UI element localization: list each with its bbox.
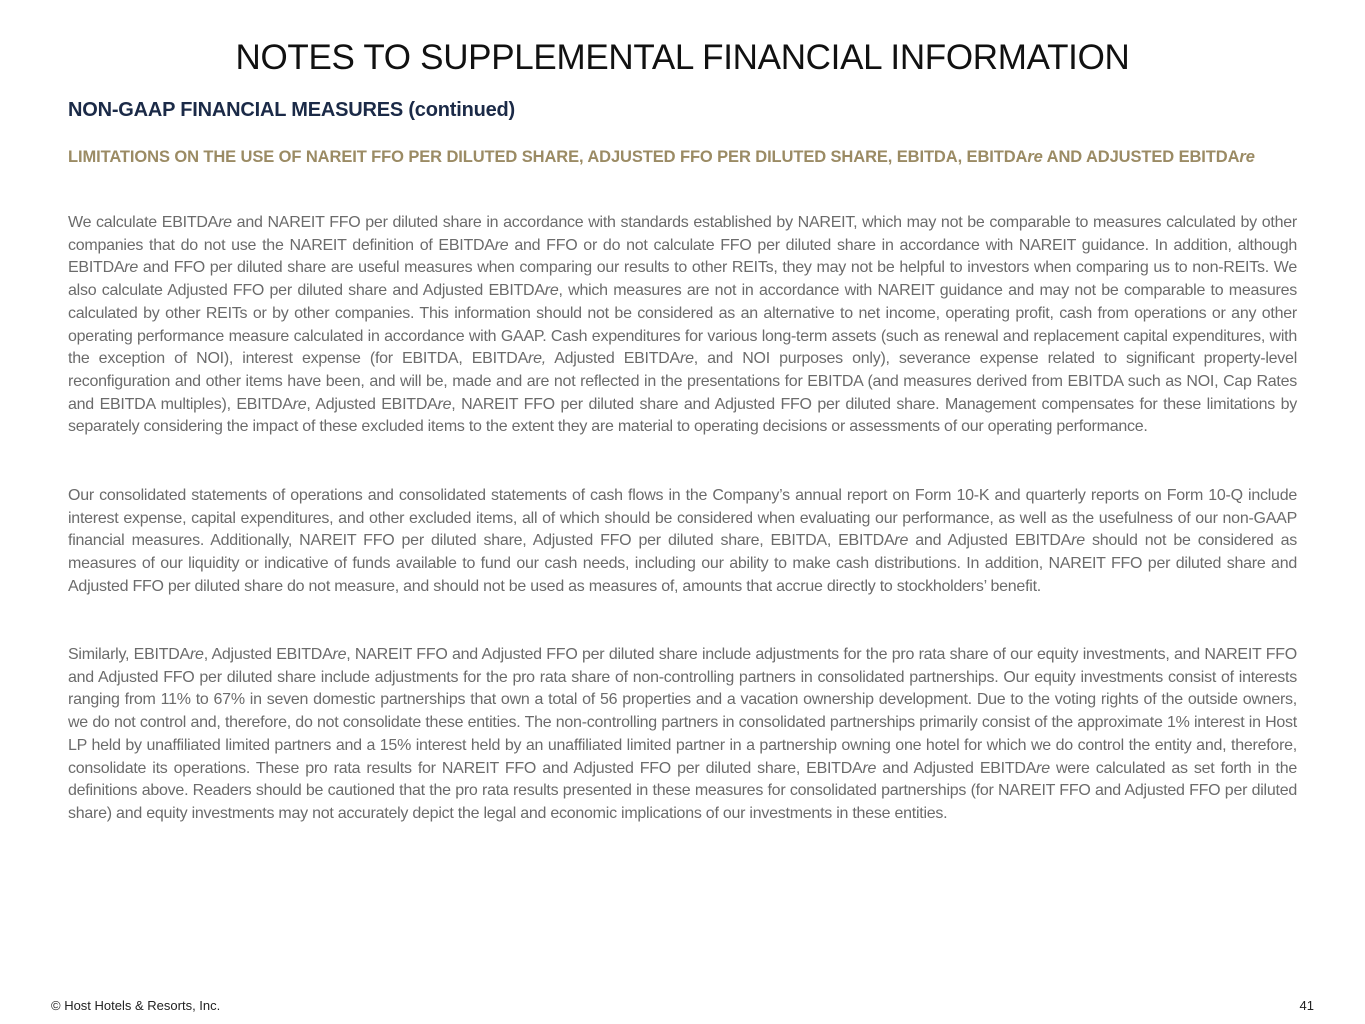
paragraph-consolidated-statements: Our consolidated statements of operations and consolidated statements of cash flows in the Company’s annual report on Form 10-K and quarterly reports on Form 10-Q include interest expense, capital expenditures, and other excluded items, all of which should be considered when evaluating our performance, as well as the usefulness of our non-GAAP financial measures. Additionally, NAREIT FFO per diluted share, Adjusted FFO per diluted share, EBITDA, EBITDAre and Adjusted EBITDAre should not be considered as measures of our liquidity or indicative of funds available to fund our cash needs, including our ability to make cash distributions. In addition, NAREIT FFO per diluted share and Adjusted FFO per diluted share do not measure, and should not be used as measures of, amounts that accrue directly to stockholders’ benefit. [68, 487, 1298, 595]
section-heading: NON-GAAP FINANCIAL MEASURES (continued) [68, 99, 516, 121]
footer-copyright: © Host Hotels & Resorts, Inc. [51, 998, 221, 1013]
paragraph-pro-rata: Similarly, EBITDAre, Adjusted EBITDAre, NAREIT FFO and Adjusted FFO per diluted share include adjustments for the pro rata share of our equity investments, and NAREIT FFO and Adjusted FFO per diluted share include adjustments for the pro rata share of non-controlling partners in consolidated partnerships. Our equity investments consist of interests ranging from 11% to 67% in seven domestic partnerships that own a total of 56 properties and a vacation ownership development. Due to the voting rights of the outside owners, we do not control and, therefore, do not consolidate these entities. The non-controlling partners in consolidated partnerships primarily consist of the approximate 1% interest in Host LP held by unaffiliated limited partners and a 15% interest held by an unaffiliated limited partner in a partnership owning one hotel for which we do control the entity and, therefore, consolidate its operations. These pro rata results for NAREIT FFO and Adjusted FFO per diluted share, EBITDAre and Adjusted EBITDAre were calculated as set forth in the definitions above. Readers should be cautioned that the pro rata results presented in these measures for consolidated partnerships (for NAREIT FFO and Adjusted FFO per diluted share) and equity investments may not accurately depict the legal and economic implications of our investments in these entities. [68, 646, 1298, 822]
paragraph-limitations: We calculate EBITDAre and NAREIT FFO per diluted share in accordance with standards established by NAREIT, which may not be comparable to measures calculated by other companies that do not use the NAREIT definition of EBITDAre and FFO or do not calculate FFO per diluted share in accordance with NAREIT guidance. In addition, although EBITDAre and FFO per diluted share are useful measures when comparing our results to other REITs, they may not be helpful to investors when comparing us to non-REITs. We also calculate Adjusted FFO per diluted share and Adjusted EBITDAre, which measures are not in accordance with NAREIT guidance and may not be comparable to measures calculated by other REITs or by other companies. This information should not be considered as an alternative to net income, operating profit, cash from operations or any other operating performance measure calculated in accordance with GAAP. Cash expenditures for various long-term assets (such as renewal and replacement capital expenditures, with the exception of NOI), interest expense (for EBITDA, EBITDAre, Adjusted EBITDAre, and NOI purposes only), severance expense related to significant property-level reconfiguration and other items have been, and will be, made and are not reflected in the presentations for EBITDA (and measures derived from EBITDA such as NOI, Cap Rates and EBITDA multiples), EBITDAre, Adjusted EBITDAre, NAREIT FFO per diluted share and Adjusted FFO per diluted share. Management compensates for these limitations by separately considering the impact of these excluded items to the extent they are material to operating decisions or assessments of our operating performance. [68, 214, 1298, 436]
sub-heading: LIMITATIONS ON THE USE OF NAREIT FFO PER DILUTED SHARE, ADJUSTED FFO PER DILUTED SHARE, EBITDA, EBITDAre AND ADJUSTED EBITDAre [68, 148, 1255, 166]
page-title: NOTES TO SUPPLEMENTAL FINANCIAL INFORMATION [235, 38, 1130, 77]
page-number: 41 [1299, 998, 1314, 1013]
